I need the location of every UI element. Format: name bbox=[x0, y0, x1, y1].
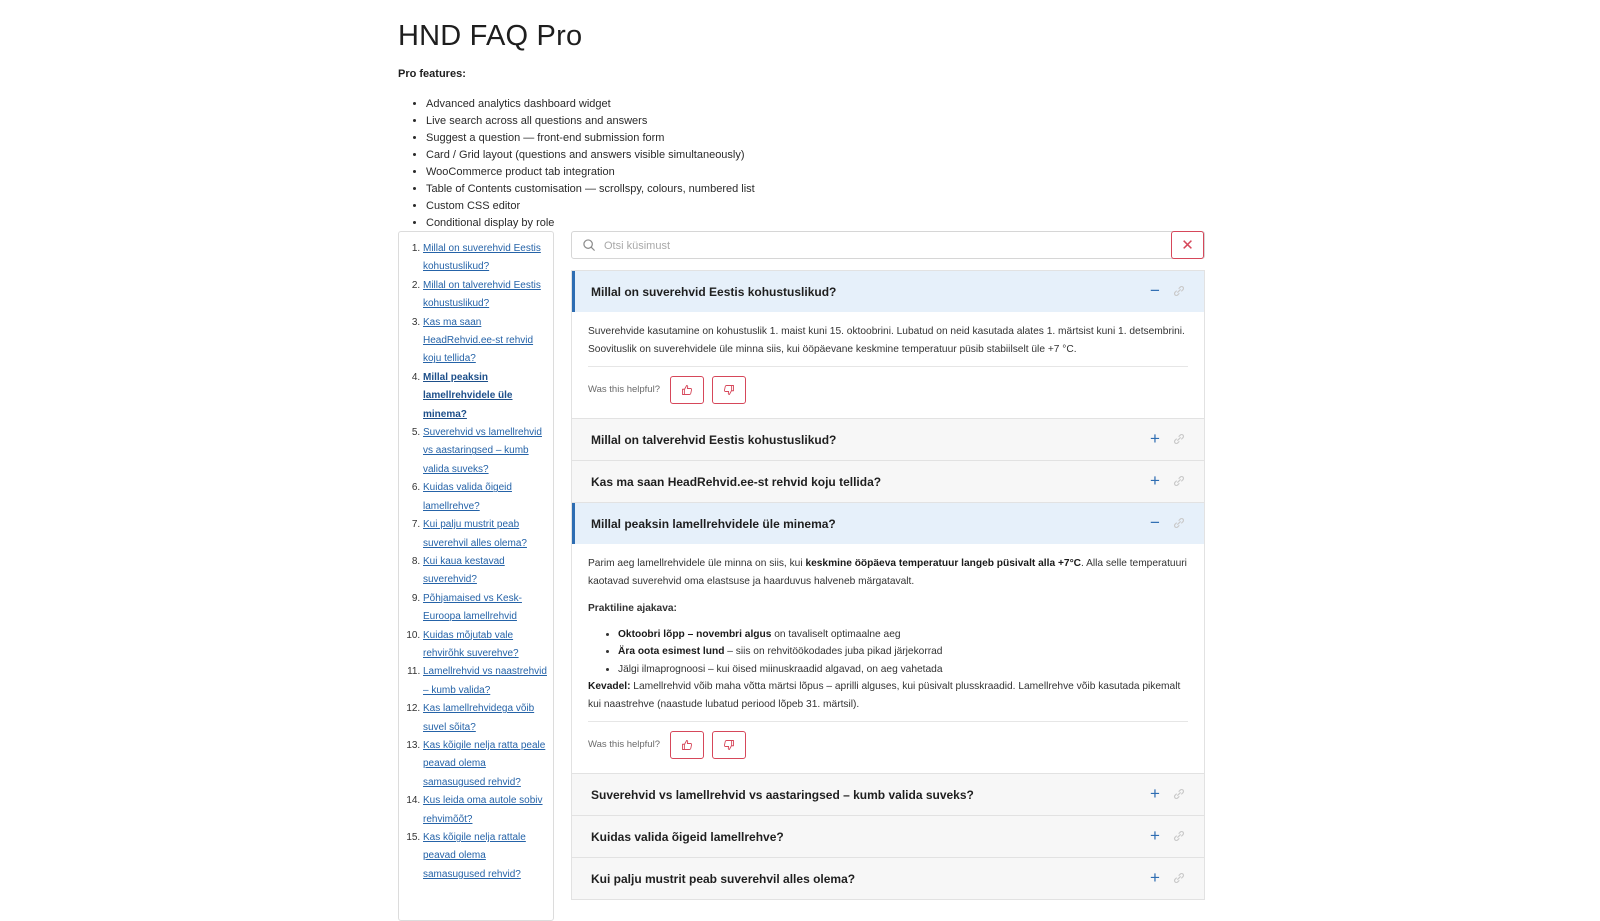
toc-item bbox=[423, 829, 547, 884]
faq-question-header[interactable] bbox=[572, 774, 1204, 815]
thumbs-up-icon bbox=[681, 384, 693, 396]
answer-text: Suverehvide kasutamine on kohustuslik 1. maist kuni 15. oktoobrini. Lubatud on neid kasutada alates 1. märtsist kuni 1. detsembrini. Soovituslik on suverehvidele üle minna siis, kui ööpäevane keskmine temperatuur püsib stabiilselt üle +7 °C. bbox=[588, 326, 1185, 355]
feature-item: • Suggest a question — front-end submission form bbox=[426, 130, 755, 147]
toc-link[interactable]: Kuidas valida õigeid lamellrehve? bbox=[423, 482, 512, 512]
link-icon[interactable] bbox=[1172, 284, 1186, 298]
faq-item bbox=[571, 270, 1205, 419]
feature-item: • WooCommerce product tab integration bbox=[426, 164, 755, 181]
link-icon[interactable] bbox=[1172, 787, 1186, 801]
faq-item bbox=[571, 774, 1205, 816]
answer-list bbox=[588, 626, 1188, 679]
faq-answer bbox=[572, 312, 1204, 418]
helpful-label: Was this helpful? bbox=[588, 384, 660, 396]
features-label: Pro features: bbox=[398, 68, 466, 80]
page-title: HND FAQ Pro bbox=[398, 20, 583, 52]
expand-icon[interactable]: + bbox=[1150, 868, 1160, 887]
clear-search-button[interactable] bbox=[1171, 231, 1204, 259]
feature-item: • Custom CSS editor bbox=[426, 198, 755, 215]
toc-item bbox=[423, 424, 547, 479]
expand-icon[interactable]: + bbox=[1150, 784, 1160, 803]
link-icon[interactable] bbox=[1172, 871, 1186, 885]
feature-item: • Live search across all questions and answers bbox=[426, 113, 755, 130]
toc-item bbox=[423, 516, 547, 553]
faq-item bbox=[571, 419, 1205, 461]
expand-icon[interactable]: + bbox=[1150, 429, 1160, 448]
faq-answer bbox=[572, 544, 1204, 773]
answer-paragraph: Parim aeg lamellrehvidele üle minna on siis, kui keskmine ööpäeva temperatuur langeb püsivalt alla +7°C. Alla selle temperatuuri kaotavad suverehvid oma elastsuse ja haarduvus halveneb märgatavalt. bbox=[588, 558, 1187, 587]
faq-question-header[interactable] bbox=[572, 503, 1204, 544]
toc-item-active bbox=[423, 369, 547, 424]
faq-question-text: Suverehvid vs lamellrehvid vs aastaringsed – kumb valida suveks? bbox=[591, 787, 974, 802]
thumbs-down-icon bbox=[723, 739, 735, 751]
toc-link[interactable]: Kas lamellrehvidega võib suvel sõita? bbox=[423, 703, 535, 733]
link-icon[interactable] bbox=[1172, 474, 1186, 488]
toc-item bbox=[423, 277, 547, 314]
feature-item: • Card / Grid layout (questions and answers visible simultaneously) bbox=[426, 147, 755, 164]
faq-question-header[interactable] bbox=[572, 461, 1204, 502]
toc-item bbox=[423, 627, 547, 664]
faq-question-text: Kuidas valida õigeid lamellrehve? bbox=[591, 829, 784, 844]
faq-question-text: Kui palju mustrit peab suverehvil alles olema? bbox=[591, 871, 856, 886]
thumbs-down-button[interactable] bbox=[712, 731, 746, 759]
feature-item: • Table of Contents customisation — scrollspy, colours, numbered list bbox=[426, 181, 755, 198]
list-item: • Jälgi ilmaprognoosi – kui öised miinuskraadid algavad, on aeg vahetada bbox=[618, 661, 1188, 679]
faq-question-text: Millal peaksin lamellrehvidele üle minema? bbox=[591, 516, 836, 531]
toc-link[interactable]: Suverehvid vs lamellrehvid vs aastaringsed – kumb valida suveks? bbox=[423, 427, 542, 475]
faq-question-text: Millal on suverehvid Eestis kohustuslikud? bbox=[591, 284, 837, 299]
faq-question-header[interactable] bbox=[572, 271, 1204, 312]
toc-item bbox=[423, 240, 547, 277]
link-icon[interactable] bbox=[1172, 432, 1186, 446]
helpful-feedback bbox=[588, 366, 1188, 404]
collapse-icon[interactable]: − bbox=[1150, 281, 1160, 300]
expand-icon[interactable]: + bbox=[1150, 471, 1160, 490]
features-list bbox=[398, 96, 755, 232]
faq-question-header[interactable] bbox=[572, 858, 1204, 899]
close-icon: ✕ bbox=[1181, 237, 1194, 254]
thumbs-up-button[interactable] bbox=[670, 376, 704, 404]
collapse-icon[interactable]: − bbox=[1150, 513, 1160, 532]
toc-item bbox=[423, 663, 547, 700]
list-item: • Oktoobri lõpp – novembri algus on tavaliselt optimaalne aeg bbox=[618, 626, 1188, 644]
toc-link[interactable]: Kas kõigile nelja rattale peavad olema samasugused rehvid? bbox=[423, 832, 526, 880]
faq-item bbox=[571, 461, 1205, 503]
toc-link[interactable]: Kas kõigile nelja ratta peale peavad olema samasugused rehvid? bbox=[423, 739, 546, 788]
search-icon bbox=[582, 238, 596, 252]
toc-link[interactable]: Kus leida oma autole sobiv rehvimõõt? bbox=[423, 795, 543, 825]
faq-item bbox=[571, 858, 1205, 900]
faq-accordion bbox=[571, 270, 1205, 900]
toc-link[interactable]: Lamellrehvid vs naastrehvid – kumb valida? bbox=[423, 666, 547, 696]
faq-item bbox=[571, 503, 1205, 774]
toc-item bbox=[423, 479, 547, 516]
helpful-feedback bbox=[588, 721, 1188, 759]
link-icon[interactable] bbox=[1172, 516, 1186, 530]
helpful-label: Was this helpful? bbox=[588, 739, 660, 751]
toc-item bbox=[423, 792, 547, 829]
list-item: • Ära oota esimest lund – siis on rehvitöökodades juba pikad järjekorrad bbox=[618, 643, 1188, 661]
faq-question-header[interactable] bbox=[572, 816, 1204, 857]
thumbs-up-icon bbox=[681, 739, 693, 751]
feature-item: • Advanced analytics dashboard widget bbox=[426, 96, 755, 113]
toc-link[interactable]: Kui palju mustrit peab suverehvil alles olema? bbox=[423, 519, 527, 549]
toc-link[interactable]: Millal on suverehvid Eestis kohustuslikud? bbox=[423, 243, 541, 273]
feature-item: • Conditional display by role bbox=[426, 215, 755, 232]
table-of-contents bbox=[398, 231, 554, 921]
thumbs-down-button[interactable] bbox=[712, 376, 746, 404]
toc-item bbox=[423, 700, 547, 737]
toc-link[interactable]: Kui kaua kestavad suverehvid? bbox=[423, 555, 505, 586]
faq-question-header[interactable] bbox=[572, 419, 1204, 460]
toc-link[interactable]: Põhjamaised vs Kesk-Euroopa lamellrehvid bbox=[423, 592, 522, 623]
toc-item bbox=[423, 553, 547, 590]
link-icon[interactable] bbox=[1172, 829, 1186, 843]
toc-link[interactable]: Millal on talverehvid Eestis kohustuslikud? bbox=[423, 279, 541, 310]
toc-link[interactable]: Kas ma saan HeadRehvid.ee-st rehvid koju tellida? bbox=[423, 316, 534, 365]
search-box bbox=[571, 231, 1205, 259]
toc-link[interactable]: Kuidas mõjutab vale rehvirõhk suverehve? bbox=[423, 629, 519, 659]
faq-question-text: Kas ma saan HeadRehvid.ee-st rehvid koju tellida? bbox=[591, 474, 882, 489]
thumbs-up-button[interactable] bbox=[670, 731, 704, 759]
expand-icon[interactable]: + bbox=[1150, 826, 1160, 845]
answer-subheading: Praktiline ajakava: bbox=[588, 603, 677, 614]
faq-question-text: Millal on talverehvid Eestis kohustuslikud? bbox=[591, 432, 837, 447]
toc-item bbox=[423, 590, 547, 627]
thumbs-down-icon bbox=[723, 384, 735, 396]
toc-item bbox=[423, 737, 547, 792]
toc-item bbox=[423, 314, 547, 369]
toc-link[interactable]: Millal peaksin lamellrehvidele üle minema? bbox=[423, 371, 513, 420]
faq-item bbox=[571, 816, 1205, 858]
answer-paragraph: Kevadel: Lamellrehvid võib maha võtta märtsi lõpus – aprilli alguses, kui püsivalt plusskraadid. Lamellrehve võib kasutada pikemalt kui naastrehve (naastude lubatud periood lõpeb 31. märtsil). bbox=[588, 681, 1181, 710]
search-input[interactable] bbox=[602, 235, 1146, 257]
